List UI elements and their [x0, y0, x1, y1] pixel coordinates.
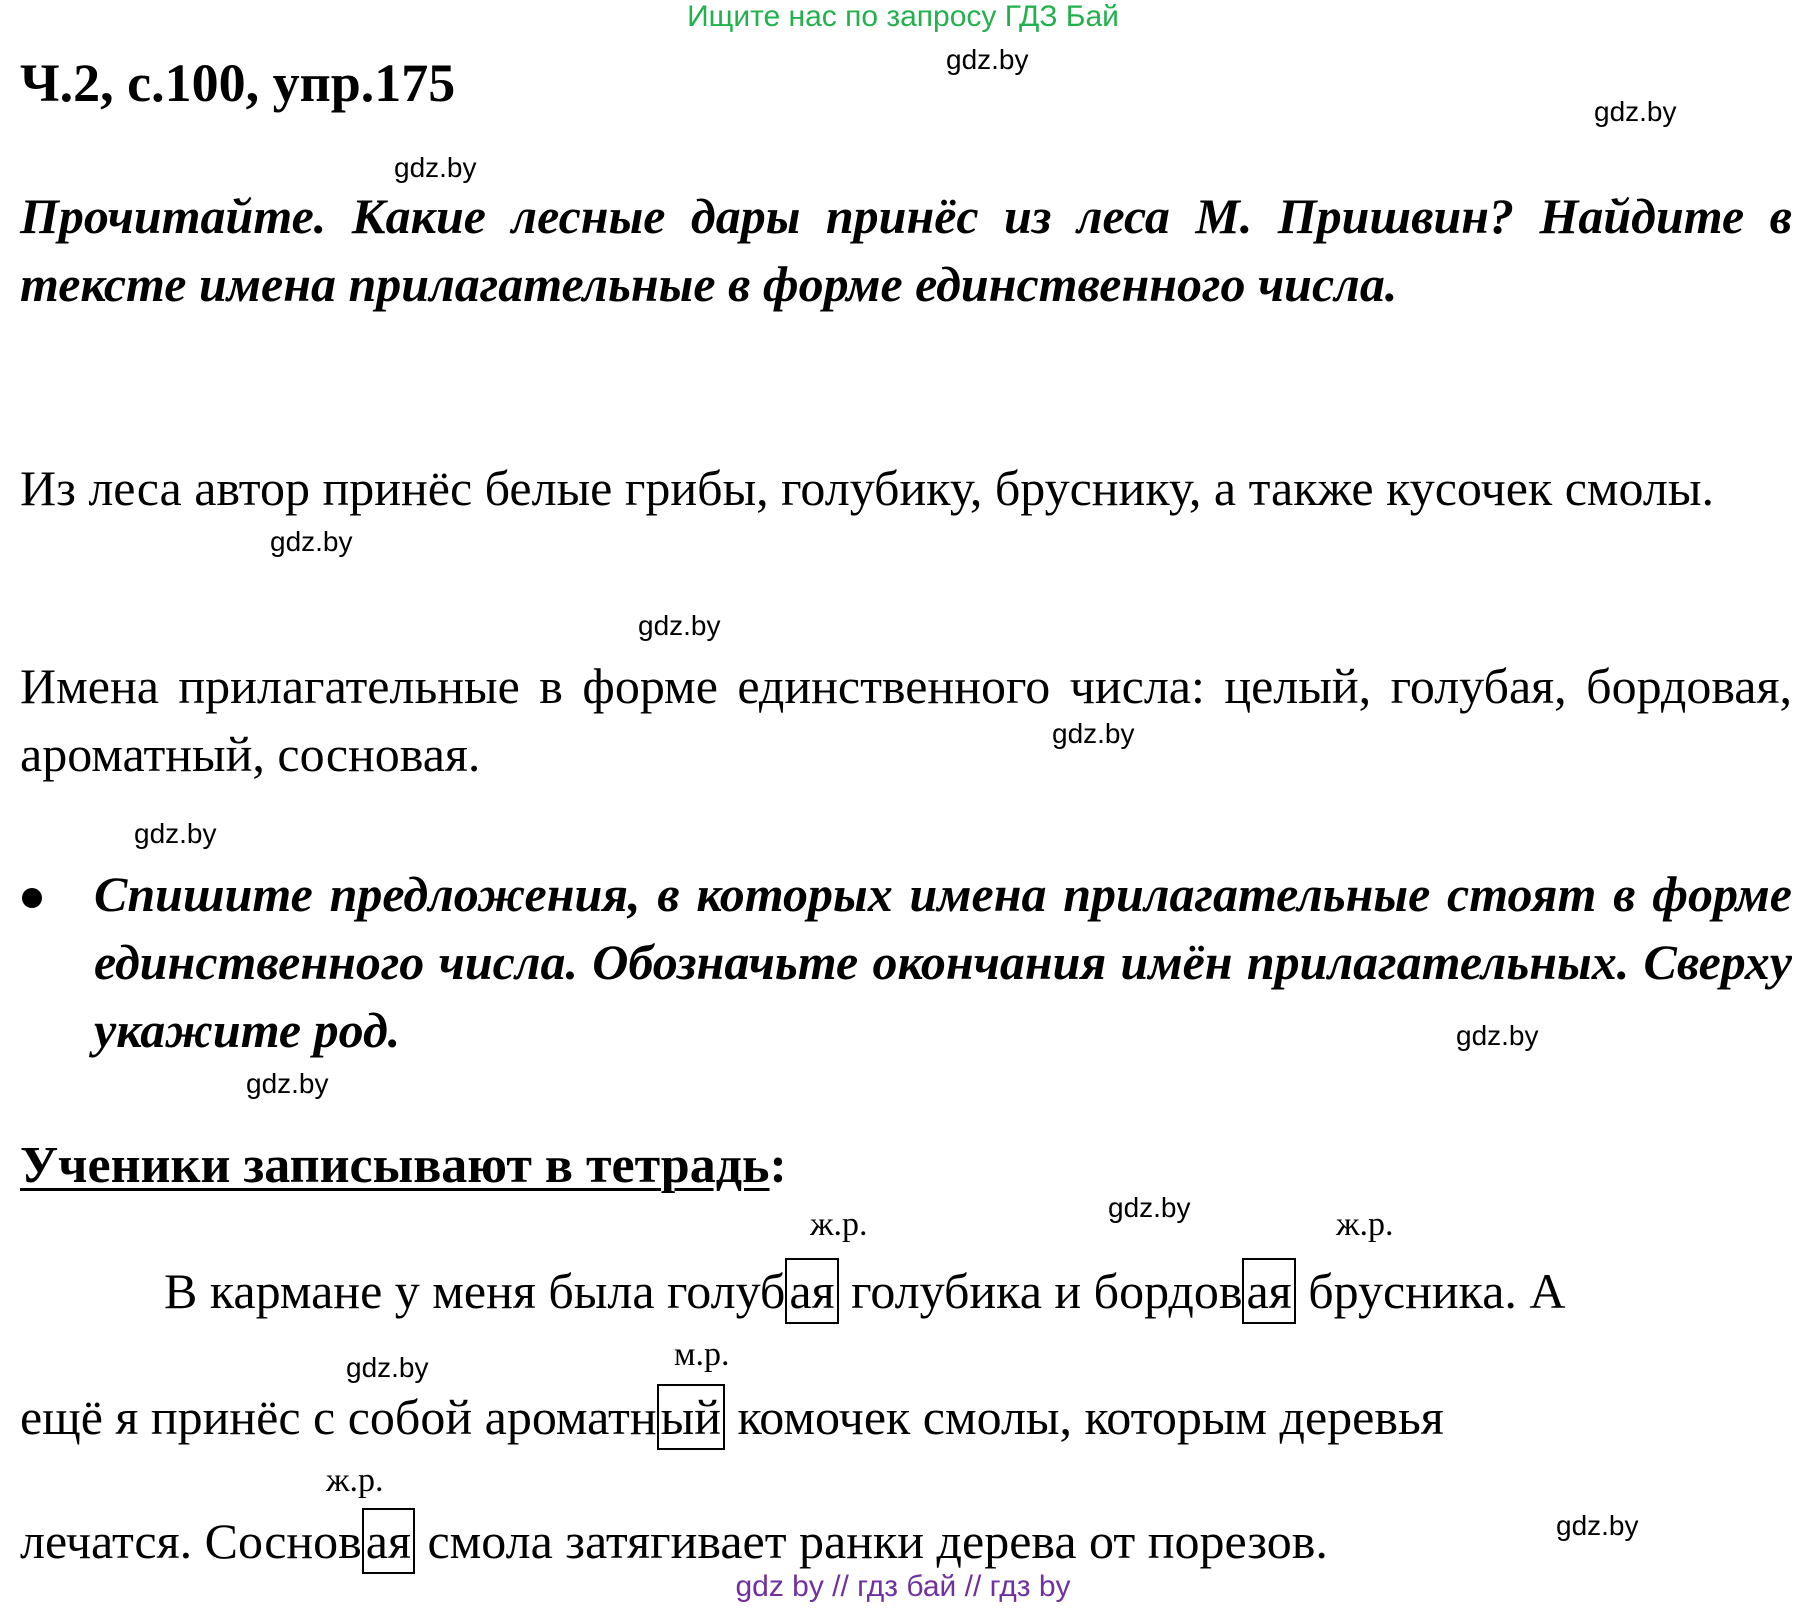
top-banner: Ищите нас по запросу ГДЗ Бай — [687, 0, 1119, 33]
section-heading — [20, 1136, 787, 1195]
bullet-icon — [22, 888, 42, 908]
watermark: gdz.by — [1456, 1020, 1539, 1051]
task-instruction: Спишите предложения, в которых имена прилагательные стоят в форме единственного числа. Обозначьте окончания имён прилагательных. Сверху укажите род. — [94, 866, 1792, 1058]
footer-watermark: gdz by // гдз бай // гдз by — [735, 1570, 1071, 1603]
watermark: gdz.by — [1108, 1192, 1191, 1223]
watermark: gdz.by — [1556, 1510, 1639, 1541]
sentence-line — [20, 1384, 1444, 1450]
watermark: gdz.by — [946, 44, 1029, 75]
sentence-text: ещё я принёс с собой ароматн — [20, 1389, 657, 1445]
ending-box: ая — [785, 1258, 838, 1324]
gender-label: ж.р. — [810, 1206, 868, 1243]
sentence-text: В кармане у меня была голуб — [164, 1263, 786, 1319]
sentence-line — [20, 1508, 1328, 1574]
ending-box: ый — [657, 1384, 725, 1450]
gender-label: м.р. — [674, 1336, 730, 1373]
task-instruction: Прочитайте. Какие лесные дары принёс из леса М. Пришвин? Найдите в тексте имена прилагательные в форме единственного числа. — [20, 188, 1792, 312]
sentence-text: лечатся. Соснов — [20, 1513, 362, 1569]
watermark: gdz.by — [246, 1068, 329, 1099]
answer-text: Имена прилагательные в форме единственного числа: целый, голубая, бордовая, ароматный, сосновая. — [20, 658, 1792, 782]
watermark: gdz.by — [638, 610, 721, 641]
sentence-text: голубика и бордов — [838, 1263, 1243, 1319]
watermark: gdz.by — [394, 152, 477, 183]
watermark: gdz.by — [134, 818, 217, 849]
gender-label: ж.р. — [1336, 1206, 1394, 1243]
sentence-line — [164, 1258, 1566, 1324]
sentence-text: брусника. А — [1295, 1263, 1566, 1319]
watermark: gdz.by — [1594, 96, 1677, 127]
watermark: gdz.by — [1052, 718, 1135, 749]
sentence-text: комочек смолы, которым деревья — [725, 1389, 1444, 1445]
ending-box: ая — [1242, 1258, 1295, 1324]
watermark: gdz.by — [270, 526, 353, 557]
answer-text: Из леса автор принёс белые грибы, голубику, бруснику, а также кусочек смолы. — [20, 460, 1714, 516]
gender-label: ж.р. — [326, 1462, 384, 1499]
sentence-text: смола затягивает ранки дерева от порезов. — [414, 1513, 1328, 1569]
watermark: gdz.by — [346, 1352, 429, 1383]
section-heading-text: Ученики записывают в тетрадь — [20, 1137, 770, 1194]
section-heading-colon: : — [769, 1137, 787, 1194]
ending-box: ая — [362, 1508, 415, 1574]
page-title: Ч.2, с.100, упр.175 — [20, 53, 456, 113]
